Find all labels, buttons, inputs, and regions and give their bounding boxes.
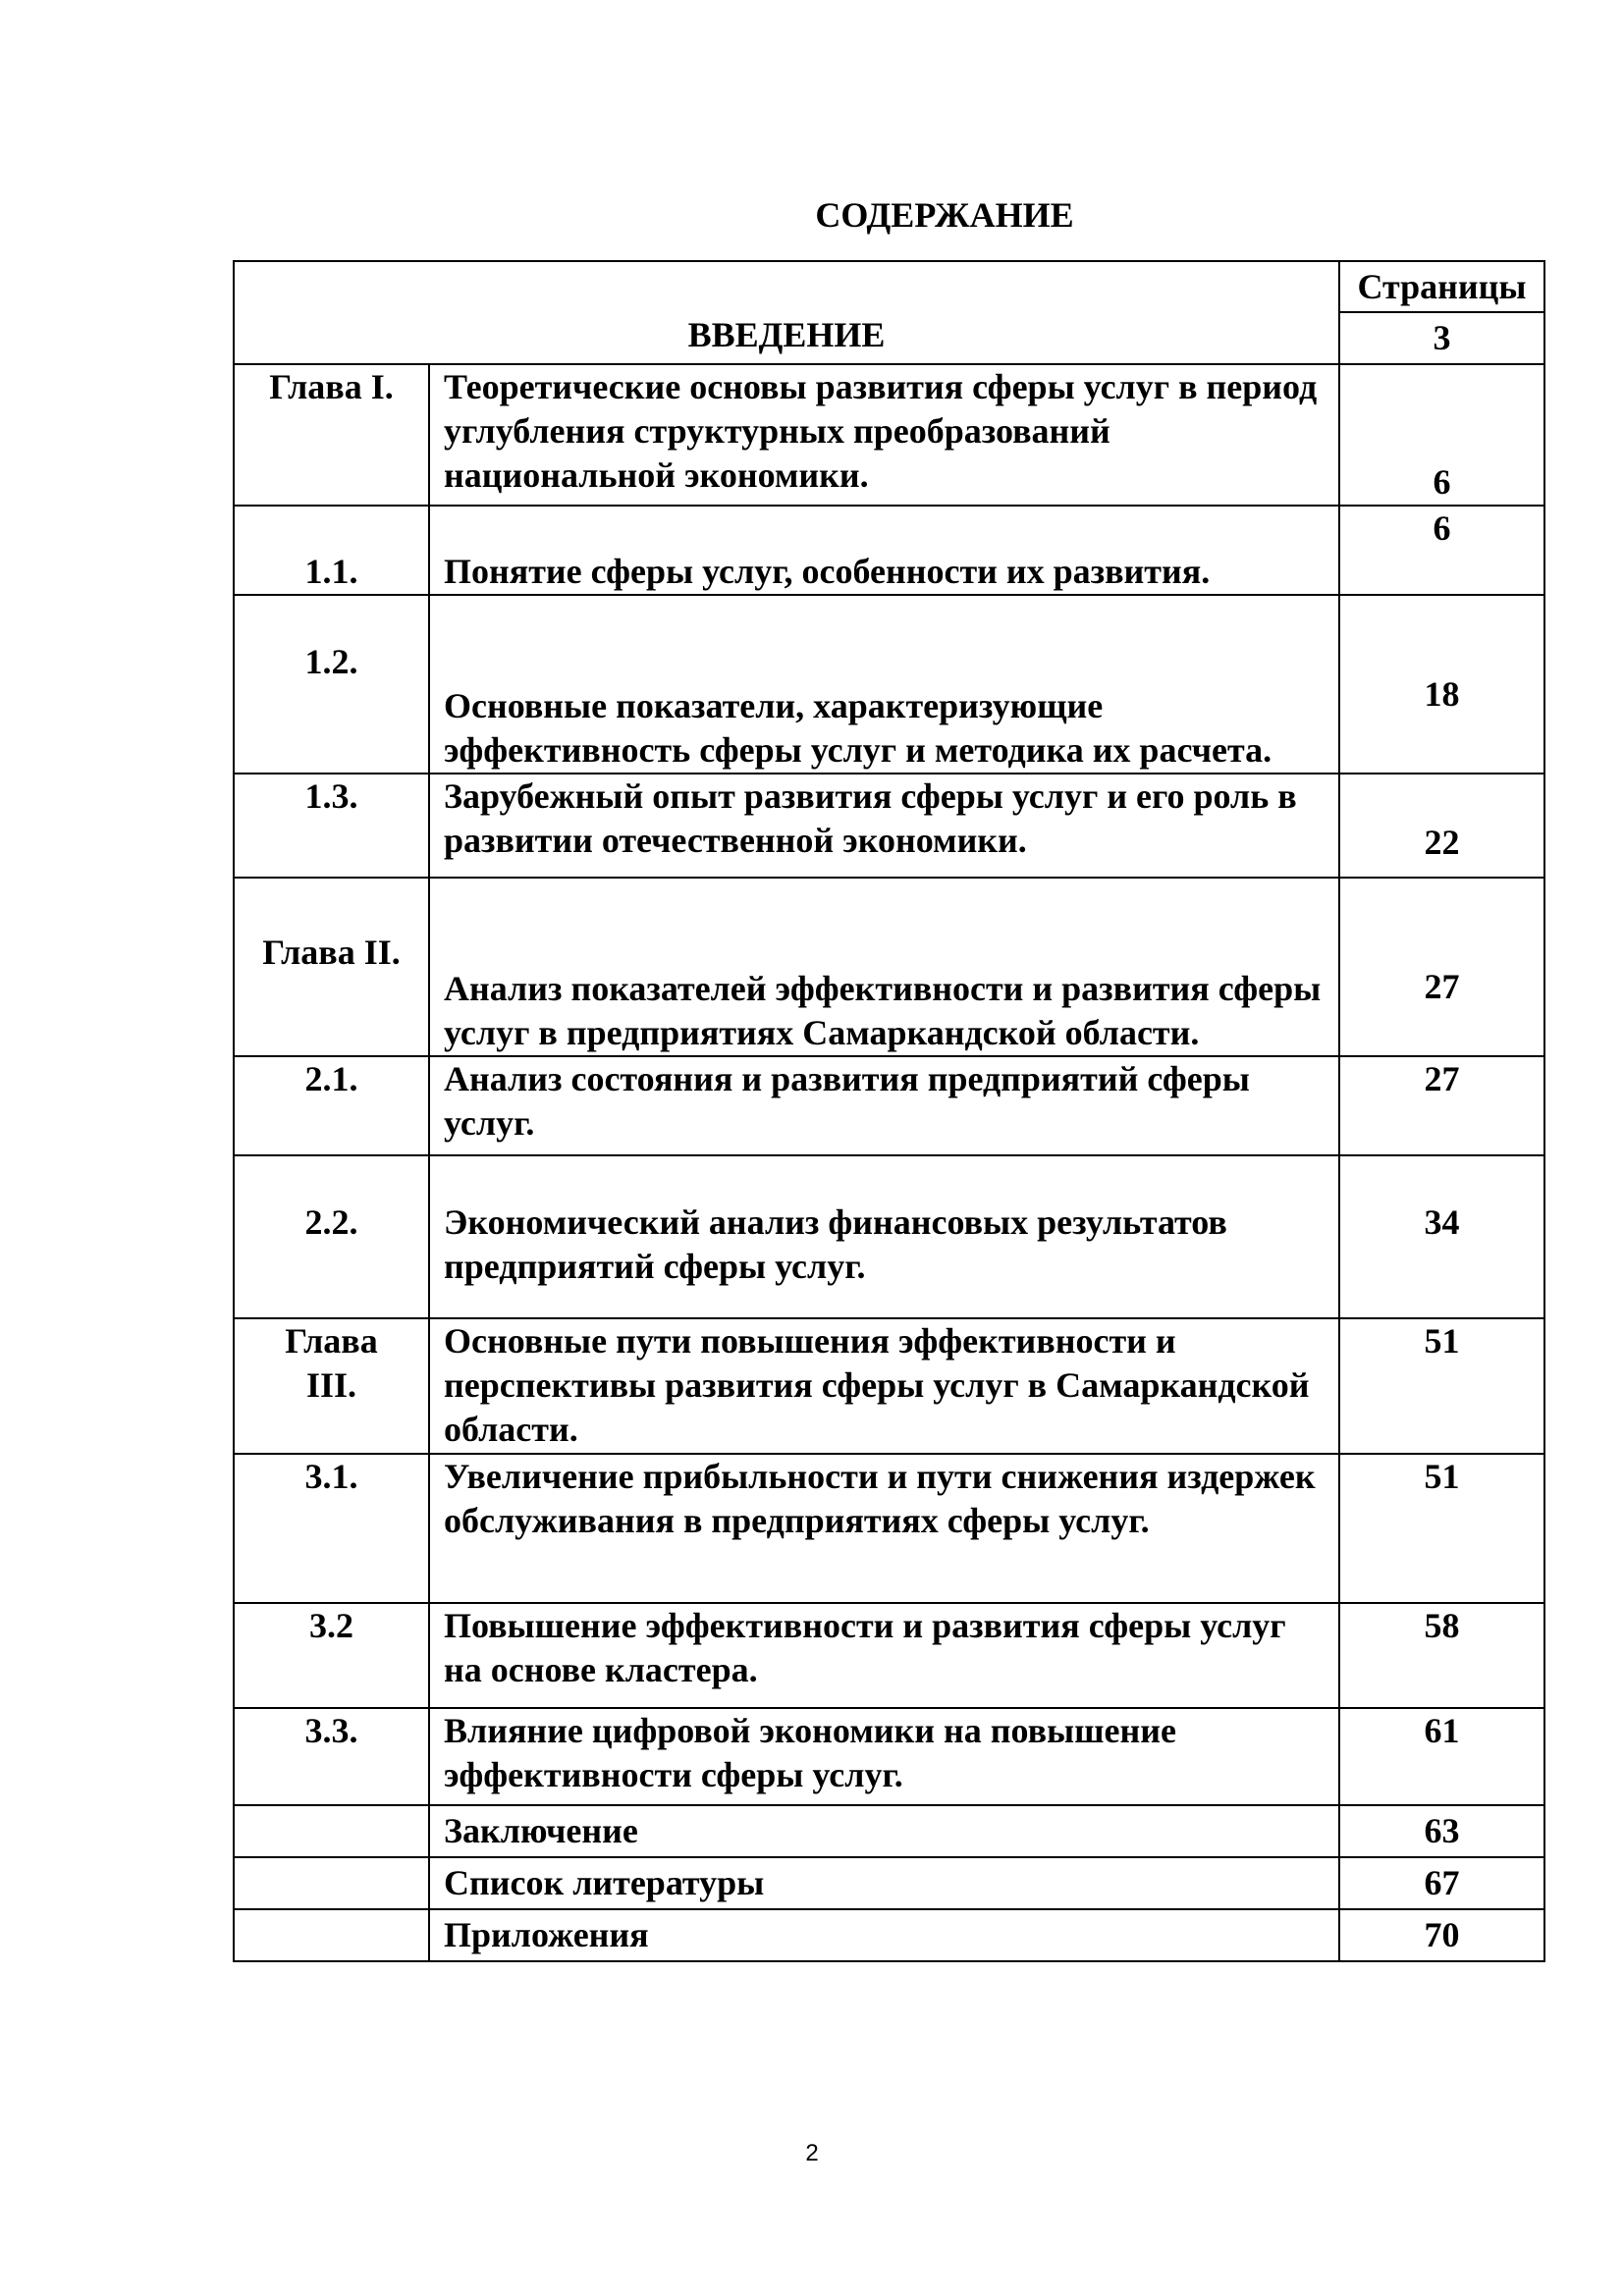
- toc-row-page: 18: [1339, 595, 1544, 774]
- toc-row-title: Влияние цифровой экономики на повышение эффективности сферы услуг.: [429, 1708, 1339, 1805]
- toc-row: [234, 1805, 1544, 1857]
- toc-row-title: Теоретические основы развития сферы услуг в период углубления структурных преобразований национальной экономики.: [429, 364, 1339, 506]
- toc-row-number: [234, 1909, 429, 1961]
- toc-row-page: 22: [1339, 774, 1544, 878]
- toc-row-title: Основные пути повышения эффективности и перспективы развития сферы услуг в Самаркандской области.: [429, 1318, 1339, 1454]
- toc-row-number: 3.1.: [234, 1454, 429, 1603]
- toc-row-number: 2.1.: [234, 1056, 429, 1155]
- toc-row-page: 58: [1339, 1603, 1544, 1708]
- toc-row-number: 3.2: [234, 1603, 429, 1708]
- toc-row-page: 51: [1339, 1318, 1544, 1454]
- toc-row: [234, 1155, 1544, 1318]
- toc-row-page: 6: [1339, 364, 1544, 506]
- toc-row: [234, 506, 1544, 595]
- toc-row-title: Понятие сферы услуг, особенности их развития.: [429, 506, 1339, 595]
- toc-row-page: 6: [1339, 506, 1544, 595]
- toc-row: [234, 1708, 1544, 1805]
- toc-row-title: Увеличение прибыльности и пути снижения издержек обслуживания в предприятиях сферы услуг.: [429, 1454, 1339, 1603]
- toc-row: [234, 1909, 1544, 1961]
- toc-row-title: Анализ показателей эффективности и развития сферы услуг в предприятиях Самаркандской области.: [429, 878, 1339, 1056]
- toc-row: [234, 1318, 1544, 1454]
- toc-row-number: [234, 1805, 429, 1857]
- toc-row-title: Экономический анализ финансовых результатов предприятий сферы услуг.: [429, 1155, 1339, 1318]
- toc-row-number: 1.3.: [234, 774, 429, 878]
- toc-row-title: Основные показатели, характеризующие эффективность сферы услуг и методика их расчета.: [429, 595, 1339, 774]
- toc-row-number: Глава I.: [234, 364, 429, 506]
- toc-row-number: Глава II.: [234, 878, 429, 1056]
- toc-row-page: 63: [1339, 1805, 1544, 1857]
- document-title: СОДЕРЖАНИЕ: [815, 195, 1074, 235]
- contents-table: [233, 260, 1545, 1962]
- toc-row: [234, 595, 1544, 774]
- toc-row: [234, 1603, 1544, 1708]
- toc-row-title: Заключение: [429, 1805, 1339, 1857]
- pages-column-header: Страницы: [1339, 261, 1544, 312]
- toc-header-row: [234, 261, 1544, 312]
- intro-page: 3: [1339, 312, 1544, 364]
- toc-row-title: Приложения: [429, 1909, 1339, 1961]
- toc-row-title: Список литературы: [429, 1857, 1339, 1909]
- toc-row-page: 67: [1339, 1857, 1544, 1909]
- toc-row-page: 27: [1339, 878, 1544, 1056]
- toc-row: [234, 1056, 1544, 1155]
- toc-row-number: [234, 1857, 429, 1909]
- page-number: 2: [805, 2140, 819, 2166]
- toc-row-number: 3.3.: [234, 1708, 429, 1805]
- toc-row: [234, 1857, 1544, 1909]
- toc-row-page: 51: [1339, 1454, 1544, 1603]
- toc-row-number: 2.2.: [234, 1155, 429, 1318]
- toc-row-title: Повышение эффективности и развития сферы услуг на основе кластера.: [429, 1603, 1339, 1708]
- toc-row-page: 61: [1339, 1708, 1544, 1805]
- toc-row-page: 27: [1339, 1056, 1544, 1155]
- toc-row-number: 1.2.: [234, 595, 429, 774]
- toc-row-page: 34: [1339, 1155, 1544, 1318]
- toc-row: [234, 1454, 1544, 1603]
- toc-row: [234, 774, 1544, 878]
- toc-row-title: Анализ состояния и развития предприятий сферы услуг.: [429, 1056, 1339, 1155]
- toc-row: [234, 364, 1544, 506]
- toc-row-title: Зарубежный опыт развития сферы услуг и его роль в развитии отечественной экономики.: [429, 774, 1339, 878]
- toc-row-number: 1.1.: [234, 506, 429, 595]
- toc-row-page: 70: [1339, 1909, 1544, 1961]
- toc-row-number: Глава III.: [234, 1318, 429, 1454]
- intro-label: ВВЕДЕНИЕ: [234, 261, 1339, 364]
- toc-row: [234, 878, 1544, 1056]
